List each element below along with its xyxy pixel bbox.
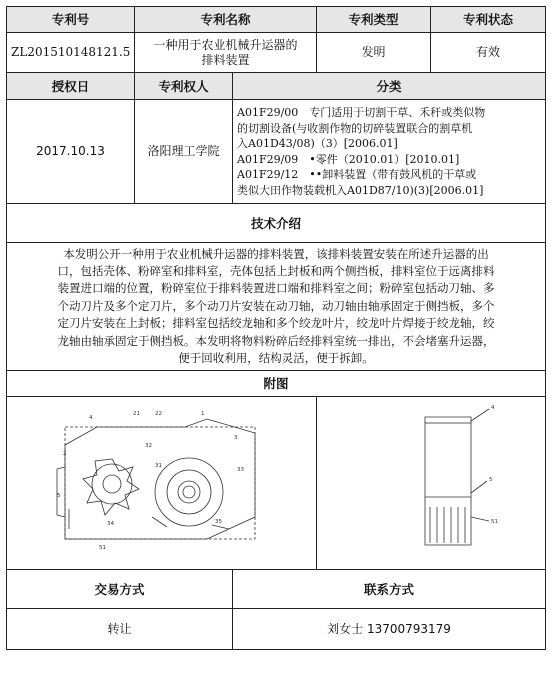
figure-title: 附图 xyxy=(7,371,546,397)
trade-method-title: 交易方式 xyxy=(7,570,233,609)
figure-right-cell xyxy=(317,397,546,570)
trade-method-value: 转让 xyxy=(7,609,233,650)
patent-status: 有效 xyxy=(431,33,546,73)
patent-type: 发明 xyxy=(317,33,431,73)
header-patent-no: 专利号 xyxy=(7,7,135,33)
figure-label: 5 xyxy=(57,493,61,499)
figure-label: 1 xyxy=(201,411,205,417)
tech-line: 便于回收利用，结构灵活，便于拆卸。 xyxy=(178,351,374,366)
figure-label: 22 xyxy=(155,411,162,417)
tech-intro-title: 技术介绍 xyxy=(7,204,546,243)
figure-label: 3 xyxy=(234,435,238,441)
header-patent-status: 专利状态 xyxy=(431,7,546,33)
classification-line: 类似大田作物装载机入A01D87/10)(3)[2006.01] xyxy=(237,183,484,197)
patentee: 洛阳理工学院 xyxy=(135,100,233,204)
figure-label: 5 xyxy=(489,477,493,483)
patent-name xyxy=(135,33,317,73)
header-patent-name: 专利名称 xyxy=(135,7,317,33)
figure-side-view xyxy=(7,397,316,565)
header-patentee: 专利权人 xyxy=(135,73,233,100)
tech-line: 定刀片安装在上封板；排料室包括绞龙轴和多个绞龙叶片，绞龙叶片焊接于绞龙轴，绞 xyxy=(57,316,495,331)
contact-method-value xyxy=(233,609,546,650)
tech-line: 本发明公开一种用于农业机械升运器的排料装置，该排料装置安装在所述升运器的出 xyxy=(63,246,489,261)
classification xyxy=(233,100,546,204)
figure-label: 34 xyxy=(107,521,114,527)
patent-name-line-1: 一种用于农业机械升运器的 xyxy=(153,37,298,52)
patent-table xyxy=(6,6,546,650)
classification-line: 的切割设备(与收割作物的切碎装置联合的割草机 xyxy=(237,121,473,135)
header-patent-type: 专利类型 xyxy=(317,7,431,33)
tech-line: 个动刀片及多个定刀片，多个动刀片安装在动刀轴，动刀轴由轴承固定于侧挡板，多个 xyxy=(57,298,495,313)
classification-line: A01F29/12 ••卸料装置（带有鼓风机的干草或 xyxy=(237,168,477,181)
classification-line: A01F29/09 •零件（2010.01）[2010.01] xyxy=(237,152,460,166)
contact-phone: 13700793179 xyxy=(366,621,451,636)
header-grant-date: 授权日 xyxy=(7,73,135,100)
figure-label: 32 xyxy=(145,443,152,449)
figure-label: 31 xyxy=(155,463,162,469)
figure-label: 4 xyxy=(89,415,93,421)
figure-label: 35 xyxy=(215,519,222,525)
header-classification: 分类 xyxy=(233,73,546,100)
patent-number: ZL201510148121.5 xyxy=(7,33,135,73)
tech-intro-text xyxy=(7,243,546,371)
figure-label: 4 xyxy=(491,405,495,411)
tech-line: 口，包括壳体、粉碎室和排料室，壳体包括上封板和两个侧挡板，排料室位于远离排料 xyxy=(57,263,495,278)
patent-name-line-2: 排料装置 xyxy=(201,52,250,67)
patent-info-sheet xyxy=(6,6,545,688)
classification-line: A01F29/00 专门适用于切割干草、禾秆或类似物 xyxy=(237,106,486,119)
figure-label: 51 xyxy=(99,545,106,551)
contact-name: 刘女士 xyxy=(327,621,364,636)
figure-label: 21 xyxy=(133,411,140,417)
classification-line: 入A01D43/08)（3）[2006.01] xyxy=(237,137,398,150)
figure-label: 51 xyxy=(491,519,499,525)
grant-date: 2017.10.13 xyxy=(7,100,135,204)
contact-method-title: 联系方式 xyxy=(233,570,546,609)
figure-label: 2 xyxy=(63,451,67,457)
figure-front-view xyxy=(317,397,546,565)
figure-left-cell xyxy=(7,397,317,570)
tech-line: 装置进口端的位置，粉碎室位于排料装置进口端和排料室之间；粉碎室包括动刀轴、多 xyxy=(57,281,495,296)
figure-label: 33 xyxy=(237,467,244,473)
tech-line: 龙轴由轴承固定于侧挡板。本发明将物料粉碎后经排料室统一排出，不会堵塞升运器， xyxy=(57,333,495,348)
